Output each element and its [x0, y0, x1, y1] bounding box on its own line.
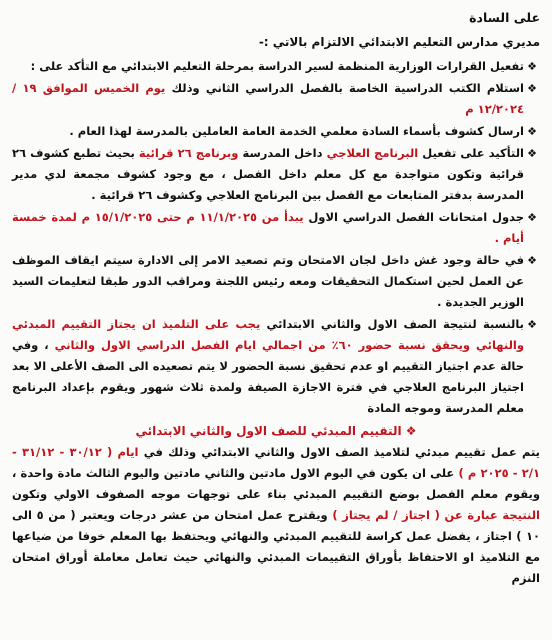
diamond-bullet-icon: ❖: [527, 254, 537, 267]
list-item-highlight: يوم الخميس الموافق ١٩ /١٢/٢٠٢٤ م: [12, 81, 524, 116]
diamond-bullet-icon: ❖: [527, 211, 537, 224]
diamond-bullet-icon: ❖: [527, 82, 537, 95]
list-item-text-part: بحيث تطبع كشوف ٢٦ قرائية وتكون متواجدة مع كل معلم داخل الفصل ، مع وجود كشوف مجمعة لدي مدير المدرسة بدفتر المتابعات مع الفصل بين البرنامج العلاجي وكشوف ٢٦ قرائية .: [12, 146, 524, 202]
paragraph-highlight: النتيجة عبارة عن ( اجتاز / لم يجتاز ): [332, 508, 540, 522]
list-item-text-part: ، وفي حالة عدم اجتياز التقييم او عدم تحقيق نسبة الحضور لا يتم تصعيده الى الصف الأعلى الا بعد اجتياز البرنامج العلاجي في فترة الاجازة الصيفة ولمدة ثلاث شهور ويقوم بإعداد البرنامج معلم المدرسة وموجه المادة: [12, 338, 524, 415]
section-heading: [12, 420, 540, 442]
diamond-bullet-icon: ❖: [527, 147, 537, 160]
paragraph-text-part: ويقترح عمل امتحان من عشر درجات ويعتبر ( من ٥ الى ١٠ ) اجتاز ، يفضل عمل كراسة للتقييم المبدئي والنهائي ويحتفظ بها المعلم خوفا من ضياعها مع التلاميذ او الاحتفاظ بأوراق التقييمات المبدئي والنهائي حيث تعامل معاملة أوراق امتحان النزم: [12, 508, 540, 585]
list-item-text-part: التأكيد على تفعيل: [418, 146, 524, 160]
closing-paragraph: [12, 442, 540, 589]
list-item: [12, 121, 540, 142]
list-item-text: [12, 143, 524, 206]
list-item: [12, 207, 540, 249]
list-item-text: [12, 207, 524, 249]
list-item-highlight: وبرنامج ٢٦ قرائية: [138, 146, 239, 160]
paragraph-text-part: على ان يكون في اليوم الاول مادتين والثاني مادتين واليوم الثالث مادة واحدة ، ويقوم معلم الفصل بوضع التقييم المبدئي بناء على توجهات موجه الصفوف الاولي وتكون: [12, 466, 540, 501]
list-item-text-part: داخل المدرسة: [238, 146, 327, 160]
list-item-text: ارسال كشوف بأسماء السادة معلمي الخدمة العامة العاملين بالمدرسة لهذا العام .: [69, 124, 524, 138]
intro-line: مديري مدارس التعليم الابتدائي الالتزام بالاتي :-: [258, 35, 540, 49]
list-item: [12, 78, 540, 120]
list-item: [12, 143, 540, 206]
diamond-bullet-icon: ❖: [527, 60, 537, 73]
list-item-text-part: بالنسبة لنتيجة الصف الاول والثاني الابتدائي: [260, 317, 524, 331]
list-item-highlight: يجب على التلميذ ان يجتاز التقييم المبدئي والنهائي ويحقق نسبة حضور ٦٠٪ من اجمالي ايام الفصل الدراسي الاول والثاني: [12, 317, 524, 352]
list-item-text: [12, 314, 524, 419]
diamond-bullet-icon: ❖: [527, 318, 537, 331]
section-heading-text: التقييم المبدئي للصف الاول والثاني الابتدائي: [135, 424, 402, 438]
list-item-highlight: يبدأ من ١١/١/٢٠٢٥ م حتى ١٥/١/٢٠٢٥ م لمدة خمسة أيام .: [12, 210, 524, 245]
list-item: [12, 56, 540, 77]
list-item-text: في حالة وجود غش داخل لجان الامتحان وتم تصعيد الامر إلى الادارة سيتم ايقاف الموظف عن العمل لحين استكمال التحقيقات ومعه رئيس اللجنة ومراقب الدور طبقا لتعليمات السيد الوزير الجديدة .: [12, 253, 524, 309]
addressee-line: على السادة: [469, 10, 540, 25]
paragraph-text-part: يتم عمل تقييم مبدئي لتلاميذ الصف الاول والثاني الابتدائي وذلك في: [138, 445, 540, 459]
list-item-text-part: جدول امتحانات الفصل الدراسي الاول: [303, 210, 525, 224]
list-item-text: [12, 78, 524, 120]
list-item: [12, 314, 540, 419]
diamond-bullet-icon: ❖: [405, 424, 417, 438]
list-item-text: تفعيل القرارات الوزارية المنظمة لسير الدراسة بمرحلة التعليم الابتدائي مع التأكد على :: [30, 59, 524, 73]
list-item-text-part: استلام الكتب الدراسية الخاصة بالفصل الدراسي الثاني وذلك: [165, 81, 524, 95]
list-item-highlight: البرنامج العلاجي: [326, 146, 419, 160]
diamond-bullet-icon: ❖: [527, 125, 537, 138]
list-item: [12, 250, 540, 313]
paragraph-highlight: ايام ( ٣٠/١٢ - ٣١/١٢ - ٢/١ - ٢٠٢٥ م ): [12, 445, 540, 480]
